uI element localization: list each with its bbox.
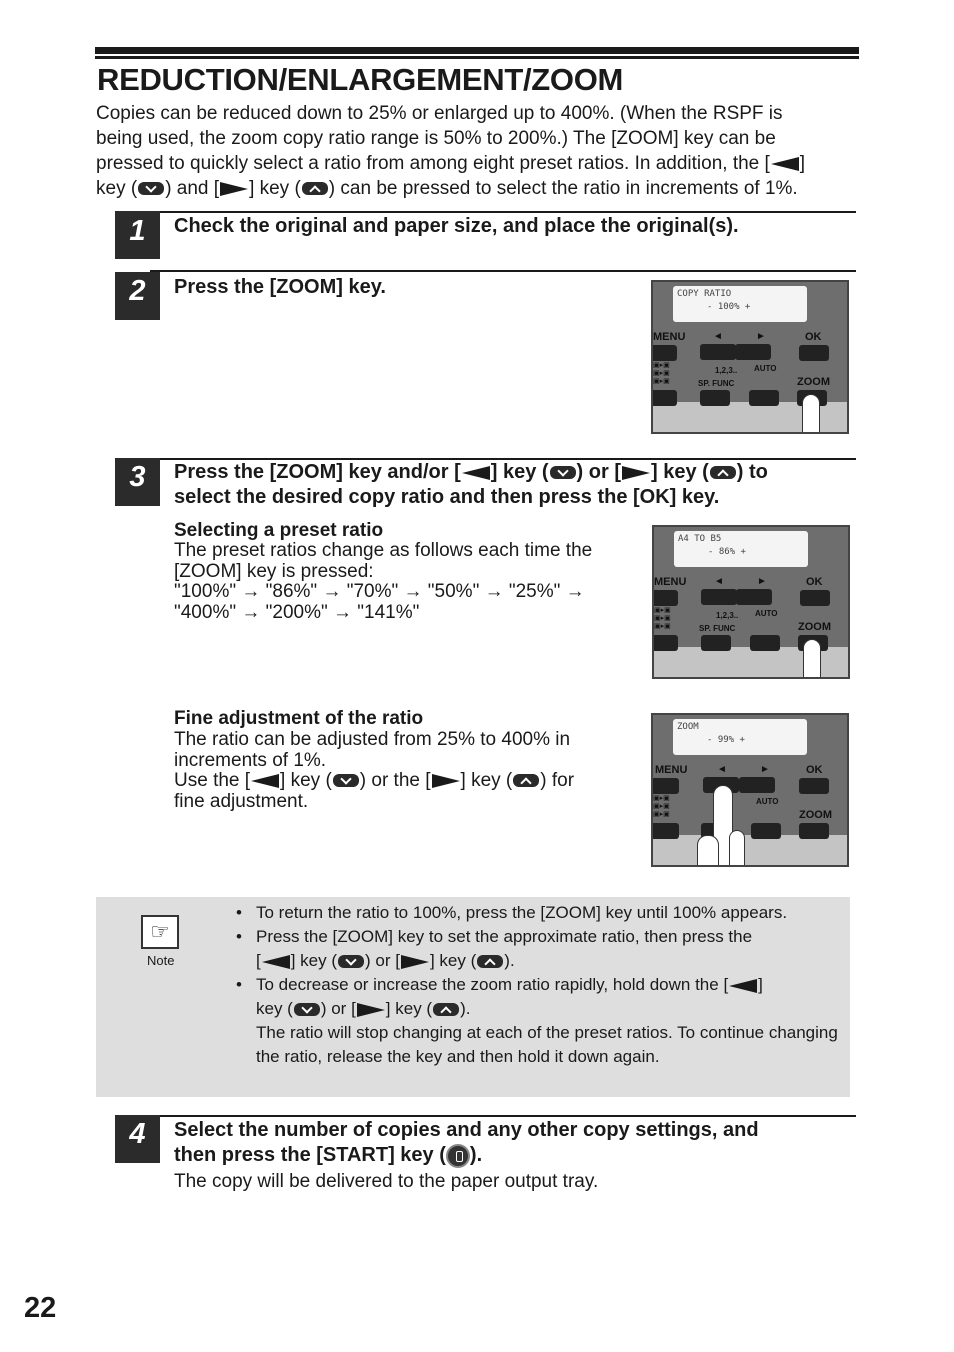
menu-key (651, 778, 679, 794)
start-key-icon (446, 1144, 470, 1168)
down-key-icon (550, 466, 576, 479)
heading-text: ) to (736, 461, 768, 483)
sp-func-key (700, 390, 730, 406)
ok-label: OK (806, 576, 823, 588)
up-key (736, 589, 772, 605)
finger-icon (697, 835, 719, 867)
right-arrow-key-icon (401, 955, 429, 969)
note-text: ] key ( (385, 999, 433, 1018)
heading-text: ). (469, 1144, 483, 1166)
note-item: • To return the ratio to 100%, press the [ZOOM] key until 100% appears. (236, 901, 846, 925)
down-key (701, 589, 737, 605)
step-4-body: The copy will be delivered to the paper output tray. (174, 1171, 599, 1192)
heading-text: Press the [ZOOM] key and/or [ (174, 461, 461, 483)
heading-text: then press the [START] key ( (174, 1144, 446, 1166)
note-item (236, 925, 846, 973)
step-2-heading: Press the [ZOOM] key. (174, 276, 386, 298)
auto-key (750, 635, 780, 651)
intro-line: Copies can be reduced down to 25% or enlarged up to 400%. (When the RSPF is (96, 103, 783, 124)
step-1-heading: Check the original and paper size, and place the original(s). (174, 215, 739, 237)
step-4-rule (115, 1115, 856, 1117)
ok-key (799, 778, 829, 794)
ok-label: OK (806, 764, 823, 776)
copy-mode-icons: ▣▸▣ ▣▸▣ ▣▸▣ (654, 607, 671, 630)
note-hand-icon: ☞ (141, 915, 179, 949)
display-line: A4 TO B5 (678, 534, 722, 544)
nums-label: 1,2,3.. (715, 366, 738, 375)
zoom-label: ZOOM (798, 621, 831, 633)
intro-text: ) and [ (165, 178, 220, 199)
zoom-label: ZOOM (799, 809, 832, 821)
auto-key (751, 823, 781, 839)
body-line: increments of 1%. (174, 749, 327, 771)
copy-mode-icons: ▣▸▣ ▣▸▣ ▣▸▣ (653, 795, 670, 818)
right-arrow-key-icon (357, 1003, 385, 1017)
body-text: ) for (540, 770, 575, 791)
heading-text: ] key ( (490, 461, 549, 483)
preset-ratio-heading: Selecting a preset ratio (174, 520, 384, 541)
down-key-icon (333, 774, 359, 787)
display-line: - 86% + (708, 547, 746, 557)
left-arrow-icon: ◄ (713, 331, 723, 342)
left-arrow-key-icon (251, 774, 279, 788)
body-line: [ZOOM] key is pressed: (174, 560, 374, 582)
fine-adjust-text (174, 730, 634, 812)
left-arrow-key-icon (262, 955, 290, 969)
sp-func-key (701, 635, 731, 651)
step-3-number: 3 (115, 458, 160, 506)
step-4-number: 4 (115, 1115, 160, 1163)
zoom-label: ZOOM (797, 376, 830, 388)
up-key-icon (710, 466, 736, 479)
finger-icon (802, 394, 820, 434)
ok-key (800, 590, 830, 606)
auto-label: AUTO (755, 609, 778, 618)
display-line: COPY RATIO (677, 289, 732, 299)
left-arrow-icon: ◄ (714, 576, 724, 587)
right-arrow-icon: ► (757, 576, 767, 587)
up-key (735, 344, 771, 360)
body-line (174, 771, 634, 792)
header-rule-thick (95, 47, 859, 54)
display-line: - 99% + (707, 735, 745, 745)
menu-label: MENU (654, 576, 687, 588)
up-key (739, 777, 775, 793)
heading-text: select the desired copy ratio and then press the [OK] key. (174, 486, 720, 508)
finger-icon (803, 639, 821, 679)
sp-func-label: SP. FUNC (699, 624, 736, 633)
menu-label: MENU (655, 764, 688, 776)
right-arrow-icon: ► (760, 764, 770, 775)
intro-text: ] (799, 153, 806, 174)
note-text: The ratio will stop changing at each of the preset ratios. To continue changing the ratio, release the key and then hold it down again. (256, 1023, 838, 1066)
fine-adjust-heading: Fine adjustment of the ratio (174, 708, 424, 729)
step-1-rule (115, 211, 856, 213)
mode-key (652, 635, 678, 651)
up-key-icon (302, 182, 328, 195)
note-item (236, 973, 846, 1069)
body-line: The ratio can be adjusted from 25% to 400% in (174, 729, 571, 750)
right-arrow-key-icon (432, 774, 460, 788)
header-rule-thin (95, 56, 859, 59)
note-text: ] key ( (290, 951, 338, 970)
intro-text: ) can be pressed to select the ratio in increments of 1%. (328, 178, 798, 199)
intro-line (96, 176, 858, 201)
body-text: Use the [ (174, 770, 251, 791)
body-line: "100%" → "86%" → "70%" → "50%" → "25%" → (174, 581, 585, 602)
operation-panel-illustration (652, 525, 850, 679)
note-text: ) or [ (320, 999, 356, 1018)
up-key-icon (513, 774, 539, 787)
ok-key (799, 345, 829, 361)
nums-label: 1,2,3.. (716, 611, 739, 620)
note-text: [ (256, 951, 261, 970)
note-text: ). (504, 951, 515, 970)
display-line: ZOOM (677, 722, 699, 732)
intro-line (96, 151, 858, 176)
heading-text: ] key ( (650, 461, 709, 483)
page-title: REDUCTION/ENLARGEMENT/ZOOM (97, 62, 624, 97)
down-key (700, 344, 736, 360)
body-text: ) or the [ (359, 770, 431, 791)
right-arrow-icon: ► (756, 331, 766, 342)
step-2-number: 2 (115, 272, 160, 320)
copy-mode-icons: ▣▸▣ ▣▸▣ ▣▸▣ (653, 362, 670, 385)
zoom-key (799, 823, 829, 839)
note-text: key ( (256, 999, 293, 1018)
right-arrow-key-icon (622, 466, 650, 480)
preset-ratio-text (174, 541, 634, 623)
step-4-heading (174, 1118, 759, 1168)
intro-text: pressed to quickly select a ratio from among eight preset ratios. In addition, the [ (96, 153, 770, 174)
body-line: fine adjustment. (174, 790, 309, 812)
heading-text: ) or [ (576, 461, 621, 483)
left-arrow-icon: ◄ (717, 764, 727, 775)
left-arrow-key-icon (729, 979, 757, 993)
step-1-number: 1 (115, 211, 160, 259)
body-text: ] key ( (460, 770, 513, 791)
ok-label: OK (805, 331, 822, 343)
panel-display (673, 719, 807, 755)
finger-icon (729, 830, 745, 867)
down-key-icon (338, 955, 364, 968)
display-line: - 100% + (707, 302, 751, 312)
down-key-icon (138, 182, 164, 195)
step-2-rule (150, 270, 856, 272)
note-text: To decrease or increase the zoom ratio rapidly, hold down the [ (256, 975, 729, 994)
auto-key (749, 390, 779, 406)
left-arrow-key-icon (771, 157, 799, 171)
note-text: ) or [ (365, 951, 400, 970)
step-3-heading (174, 460, 854, 510)
heading-text: Select the number of copies and any other copy settings, and (174, 1119, 759, 1141)
left-arrow-key-icon (462, 466, 490, 480)
auto-label: AUTO (756, 797, 779, 806)
panel-display (674, 531, 808, 567)
intro-text: key ( (96, 178, 138, 199)
sp-func-label: SP. FUNC (698, 379, 735, 388)
auto-label: AUTO (754, 364, 777, 373)
menu-key (652, 590, 678, 606)
body-line: "400%" → "200%" → "141%" (174, 601, 420, 623)
up-key-icon (477, 955, 503, 968)
note-list (236, 901, 846, 1069)
down-key-icon (294, 1003, 320, 1016)
operation-panel-illustration (651, 713, 849, 867)
menu-key (651, 345, 677, 361)
note-label: Note (147, 953, 175, 968)
menu-label: MENU (653, 331, 686, 343)
panel-display (673, 286, 807, 322)
mode-key (651, 390, 677, 406)
right-arrow-key-icon (220, 182, 248, 196)
mode-key (651, 823, 679, 839)
note-text: ] key ( (429, 951, 477, 970)
intro-line: being used, the zoom copy ratio range is 50% to 200%.) The [ZOOM] key can be (96, 128, 776, 149)
note-text: Press the [ZOOM] key to set the approximate ratio, then press the (256, 927, 753, 946)
note-text: ] (758, 975, 763, 994)
note-text: ). (460, 999, 471, 1018)
up-key-icon (433, 1003, 459, 1016)
body-text: ] key ( (280, 770, 332, 791)
intro-text: ] key ( (249, 178, 301, 199)
page-number: 22 (24, 1292, 57, 1324)
body-line: The preset ratios change as follows each time the (174, 540, 593, 561)
intro-paragraph (96, 101, 858, 201)
operation-panel-illustration (651, 280, 849, 434)
